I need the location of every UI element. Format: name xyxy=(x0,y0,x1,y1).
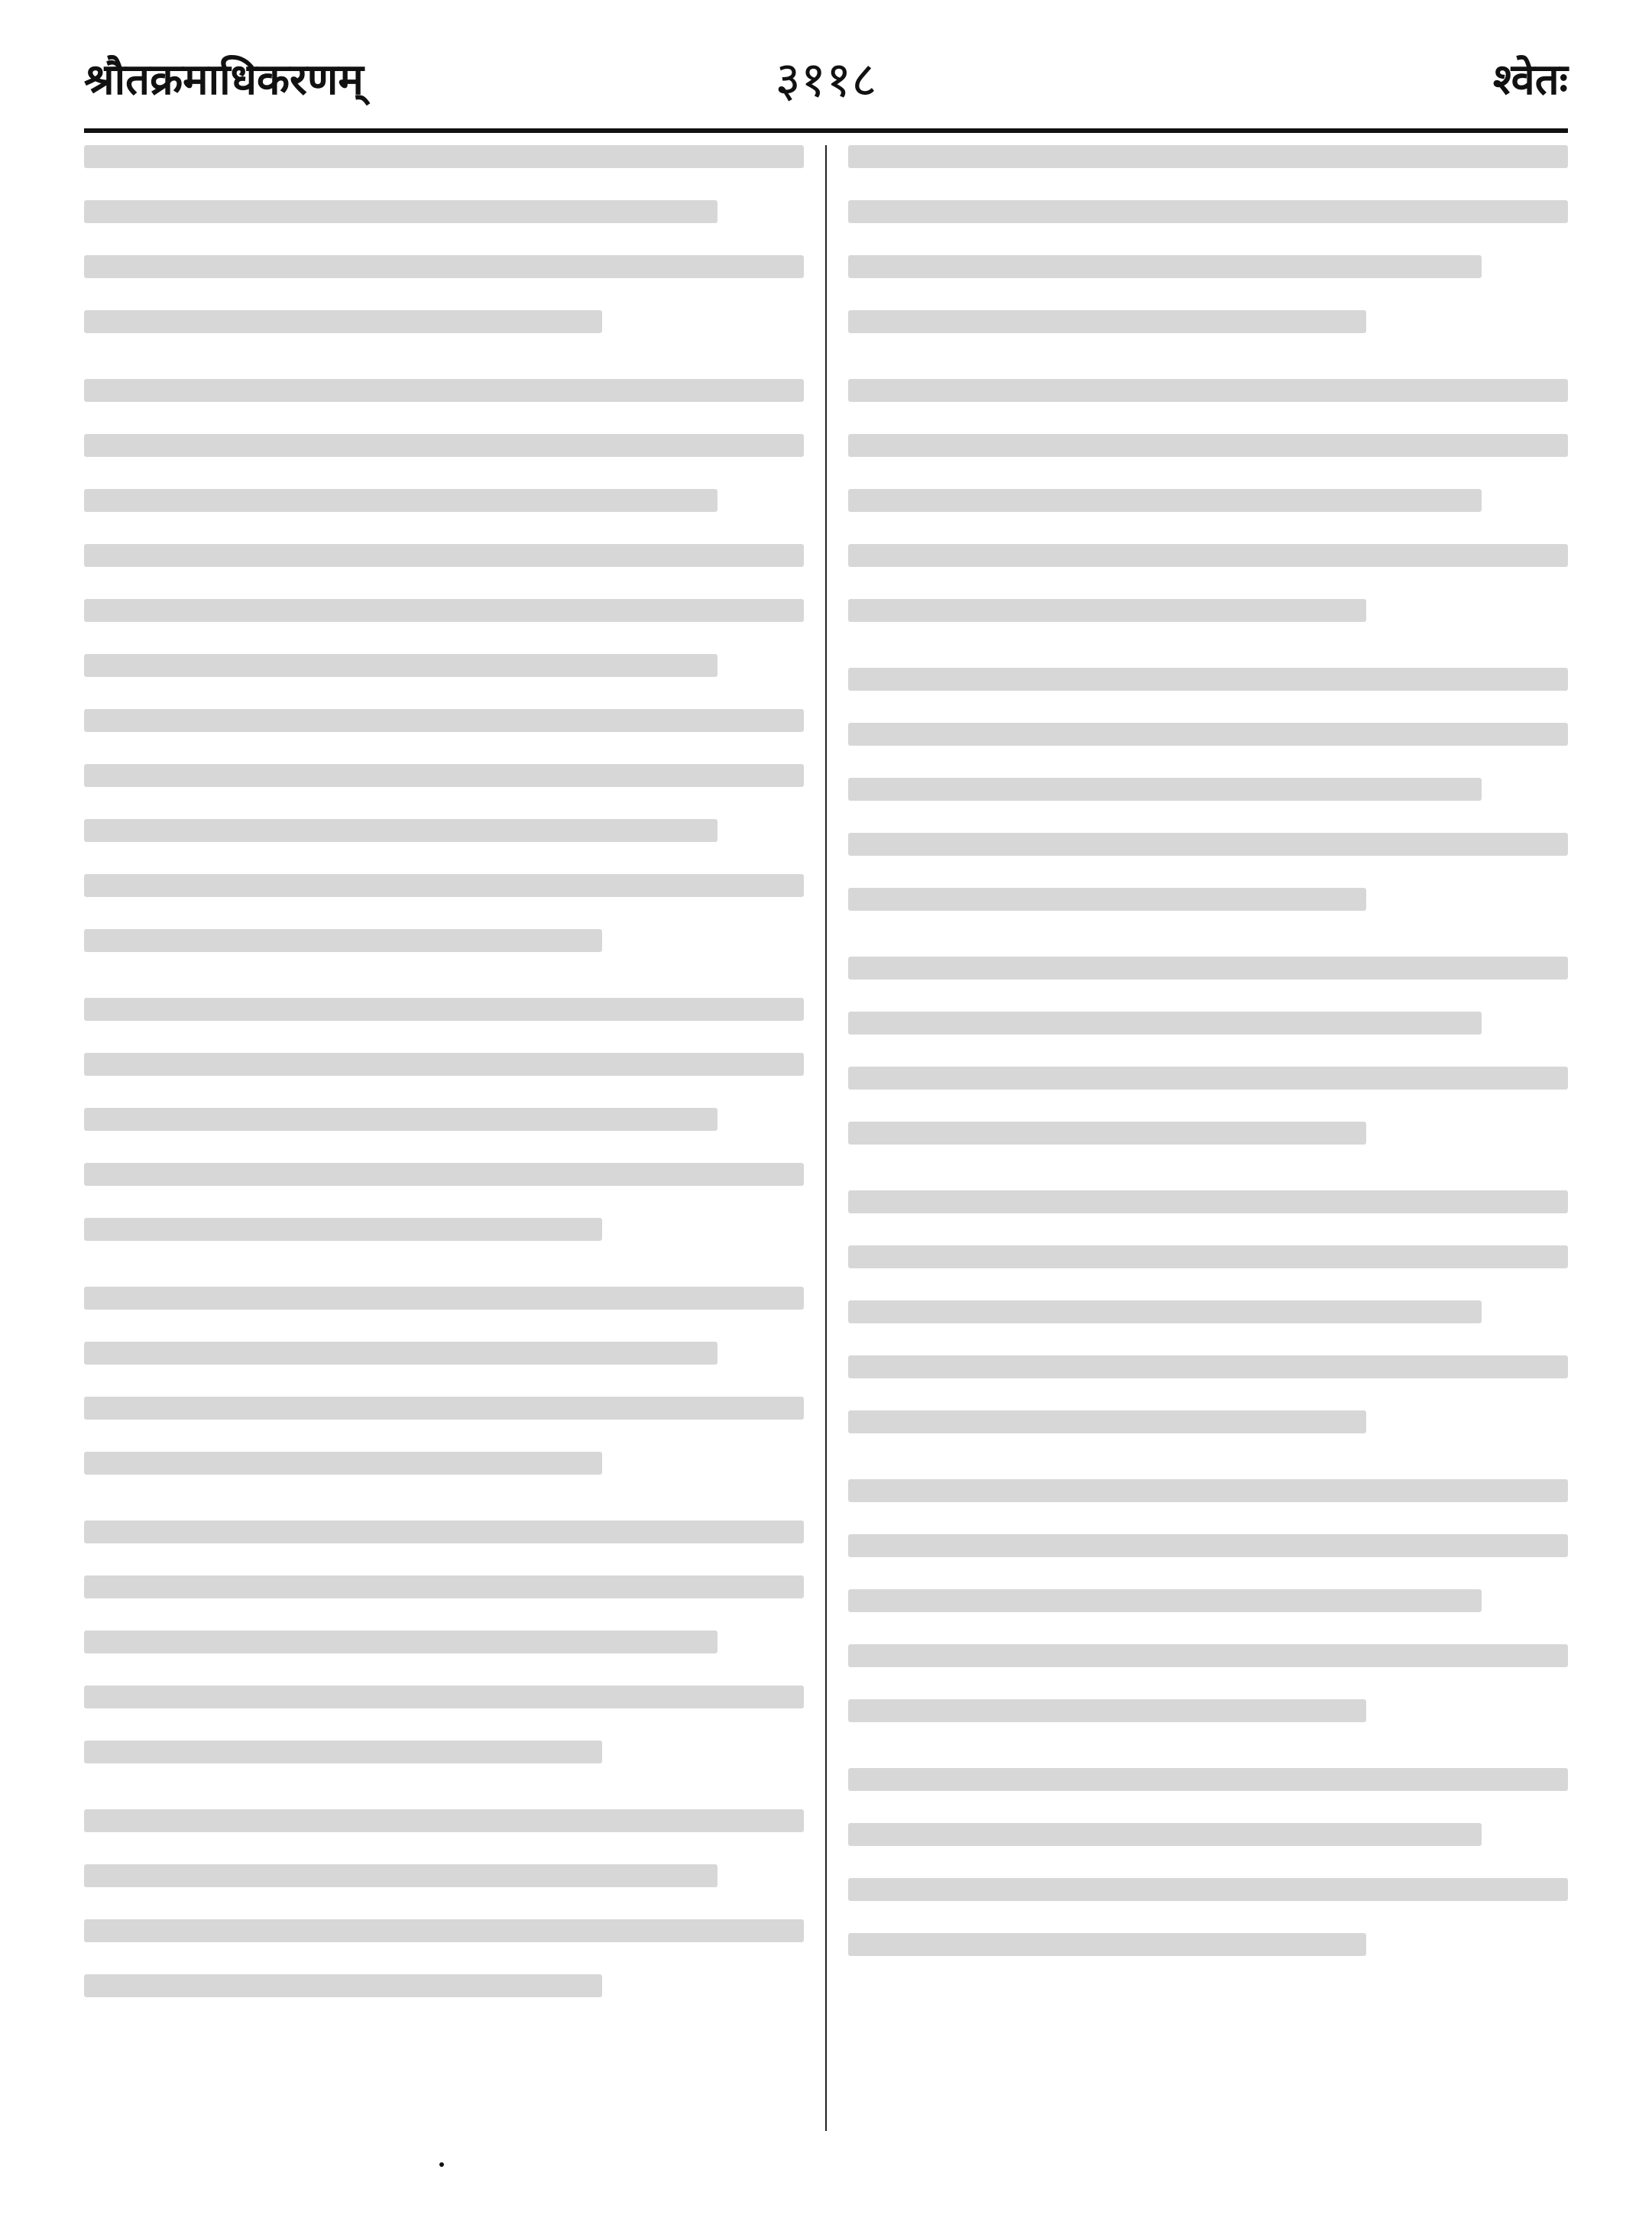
text-line xyxy=(84,1741,602,1763)
text-line xyxy=(84,1809,804,1832)
text-line xyxy=(848,1012,1482,1035)
text-line xyxy=(848,723,1568,746)
text-line xyxy=(84,654,717,677)
text-line xyxy=(848,1878,1568,1901)
paragraph-gap xyxy=(848,1177,1568,1190)
text-line xyxy=(84,709,804,732)
text-line xyxy=(84,1974,602,1997)
text-columns xyxy=(84,145,1568,2131)
text-line xyxy=(848,1479,1568,1502)
text-line xyxy=(84,1163,804,1186)
text-line xyxy=(84,1053,804,1076)
text-line xyxy=(848,310,1366,333)
text-line xyxy=(84,379,804,402)
text-line xyxy=(848,1644,1568,1667)
text-line xyxy=(848,1410,1366,1433)
text-line xyxy=(84,1919,804,1942)
text-line xyxy=(84,1287,804,1310)
text-line xyxy=(84,1630,717,1653)
paragraph-gap xyxy=(84,984,804,998)
text-line xyxy=(84,819,717,842)
text-line xyxy=(848,544,1568,567)
right-column xyxy=(848,145,1568,2131)
text-line xyxy=(84,1520,804,1543)
text-line xyxy=(848,1534,1568,1557)
paragraph-gap xyxy=(84,1796,804,1809)
header-right-title: श्वेतः xyxy=(1492,55,1568,105)
text-line xyxy=(848,957,1568,980)
text-line xyxy=(848,1122,1366,1145)
text-line xyxy=(84,1218,602,1241)
text-line xyxy=(84,544,804,567)
text-line xyxy=(848,1067,1568,1090)
text-line xyxy=(848,489,1482,512)
paragraph-gap xyxy=(848,1465,1568,1479)
text-line xyxy=(84,1452,602,1475)
text-line xyxy=(848,1300,1482,1323)
text-line xyxy=(848,888,1366,911)
text-line xyxy=(848,1589,1482,1612)
text-line xyxy=(848,200,1568,223)
text-line xyxy=(84,310,602,333)
text-line xyxy=(848,1190,1568,1213)
text-line xyxy=(84,1342,717,1365)
text-line xyxy=(848,599,1366,622)
paragraph-gap xyxy=(84,1273,804,1287)
text-line xyxy=(848,833,1568,856)
paragraph-gap xyxy=(848,1754,1568,1768)
column-divider xyxy=(825,145,827,2131)
header-left-title: श्रौतक्रमाधिकरणम् xyxy=(84,55,364,105)
text-line xyxy=(848,145,1568,168)
text-line xyxy=(84,1864,717,1887)
text-line xyxy=(84,255,804,278)
text-line xyxy=(848,1768,1568,1791)
page-header xyxy=(84,38,1568,122)
paragraph-gap xyxy=(848,654,1568,668)
page-number: ३११८ xyxy=(775,52,877,108)
text-line xyxy=(84,1397,804,1420)
text-line xyxy=(84,1108,717,1131)
text-line xyxy=(848,434,1568,457)
left-column xyxy=(84,145,804,2131)
header-rule xyxy=(84,128,1568,133)
text-line xyxy=(84,599,804,622)
text-line xyxy=(84,200,717,223)
text-line xyxy=(848,1699,1366,1722)
text-line xyxy=(848,778,1482,801)
paragraph-gap xyxy=(84,1507,804,1520)
text-line xyxy=(848,668,1568,691)
text-line xyxy=(84,145,804,168)
text-line xyxy=(84,874,804,897)
text-line xyxy=(84,929,602,952)
text-line xyxy=(848,1355,1568,1378)
text-line xyxy=(84,764,804,787)
paragraph-gap xyxy=(848,365,1568,379)
paragraph-gap xyxy=(84,365,804,379)
paragraph-gap xyxy=(848,943,1568,957)
text-line xyxy=(848,1245,1568,1268)
text-line xyxy=(84,1575,804,1598)
text-line xyxy=(84,1686,804,1708)
text-line xyxy=(84,489,717,512)
footer-dot xyxy=(439,2162,444,2167)
text-line xyxy=(848,1823,1482,1846)
text-line xyxy=(848,255,1482,278)
text-line xyxy=(84,998,804,1021)
text-line xyxy=(84,434,804,457)
text-line xyxy=(848,1933,1366,1956)
text-line xyxy=(848,379,1568,402)
